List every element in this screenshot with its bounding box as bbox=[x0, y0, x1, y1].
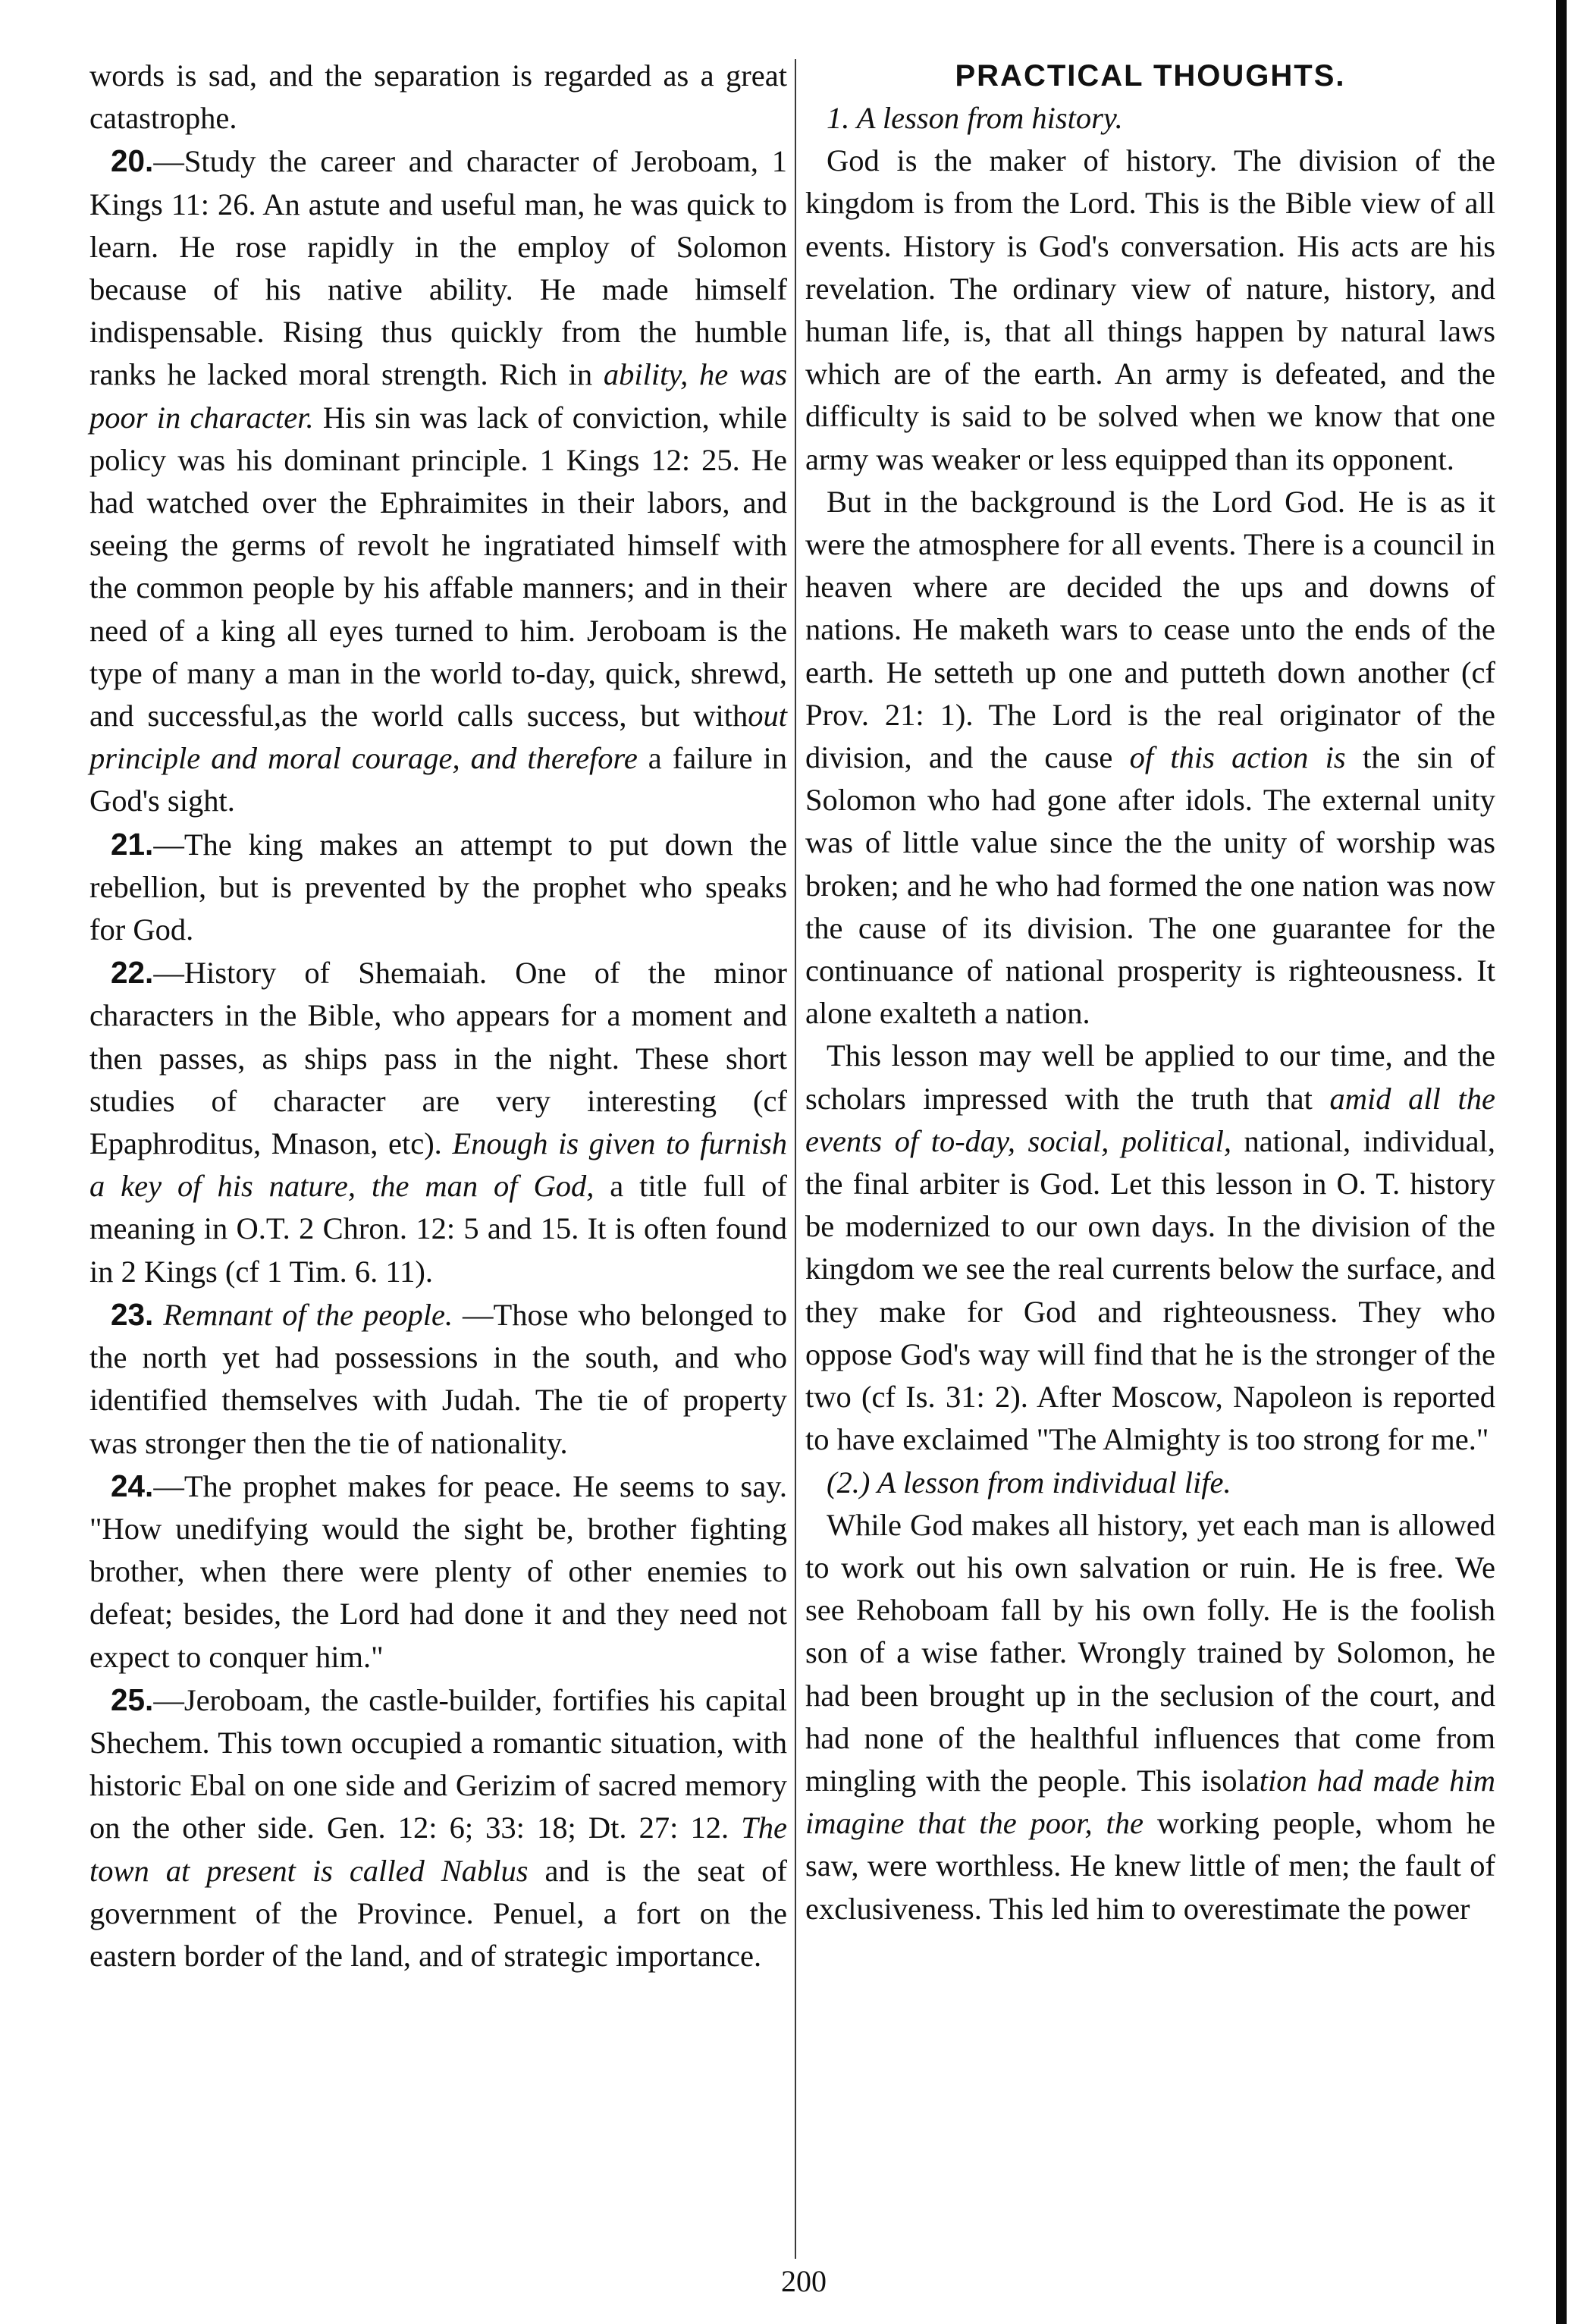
section-heading: PRACTICAL THOUGHTS. bbox=[955, 59, 1346, 93]
note-22 bbox=[89, 951, 787, 1293]
note-text: —Study the career and character of Jeroboam, 1 Kings 11: 26. An astute and useful man, he was quick to learn. He rose rapidly in the employ of Solomon because of his native ability. He made himself indispensable. Rising thus quickly from the humble ranks he lacked moral strength. Rich in bbox=[89, 144, 787, 392]
note-italic: ability, he was poor in character. bbox=[89, 357, 787, 435]
lesson-2-title: (2.) A lesson from individual life. bbox=[827, 1465, 1231, 1500]
note-24 bbox=[89, 1465, 787, 1679]
note-23 bbox=[89, 1293, 787, 1465]
lesson-1-paragraph-1: God is the maker of history. The division of the kingdom is from the Lord. This is the Bible view of all events. History is God's conversation. His acts are his revelation. The ordinary view of nature, history, and human life, is, that all things happen by natural laws which are of the earth. An army is defeated, and the difficulty is said to be solved when we know that one army was weaker or less equipped than its opponent. bbox=[805, 143, 1495, 476]
lesson-1-paragraph-2 bbox=[805, 481, 1495, 1035]
paragraph-text: words is sad, and the separation is regarded as a great catastrophe. bbox=[89, 58, 787, 136]
note-text: —The prophet makes for peace. He seems to say. "How unedifying would the sight be, brother fighting brother, when there were plenty of other enemies to defeat; besides, the Lord had done it and they need not expect to conquer him." bbox=[89, 1468, 787, 1674]
note-italic: Enough is given to furnish a key of his nature, the man of God, bbox=[89, 1126, 787, 1204]
note-text: a failure in God's sight. bbox=[89, 741, 787, 818]
note-number: 23. bbox=[111, 1296, 154, 1332]
note-21 bbox=[89, 823, 787, 952]
note-number: 22. bbox=[111, 955, 154, 991]
note-25 bbox=[89, 1679, 787, 1977]
lesson-1-title: 1. A lesson from history. bbox=[827, 101, 1123, 135]
page-edge-shadow bbox=[1556, 0, 1567, 2324]
paragraph-continued bbox=[89, 55, 787, 140]
note-text: —The king makes an attempt to put down the rebellion, but is prevented by the prophet who speaks for God. bbox=[89, 827, 787, 947]
paragraph-italic: amid all the events of to-day, social, political, bbox=[805, 1081, 1495, 1158]
note-text: —History of Shemaiah. One of the minor characters in the Bible, who appears for a moment and then passes, as ships pass in the night. These short studies of character are very interesting (cf Epaphroditus, Mnason, etc). bbox=[89, 956, 787, 1161]
note-text: —Those who belonged to the north yet had possessions in the south, and who identified themselves with Judah. The tie of property was stronger then the tie of nationality. bbox=[89, 1297, 787, 1460]
note-italic: out principle and moral courage, and therefore bbox=[89, 699, 787, 776]
paragraph-text: national, individual, the final arbiter is God. Let this lesson in O. T. history be modernized to our own days. In the division of the kingdom we see the real currents below the surface, and they make for God and righteousness. They who oppose God's way will find that he is the stronger of the two (cf Is. 31: 2). After Moscow, Napoleon is reported to have exclaimed "The Almighty is too strong for me." bbox=[805, 1123, 1495, 1457]
paragraph-italic: tion had made him imagine that the poor, the bbox=[805, 1763, 1495, 1841]
note-text: and is the seat of government of the Province. Penuel, a fort on the eastern border of the land, and of strategic importance. bbox=[89, 1853, 787, 1973]
note-italic: Remnant of the people. bbox=[153, 1297, 453, 1332]
paragraph-text: While God makes all history, yet each man is allowed to work out his own salvation or ruin. He is free. We see Rehoboam fall by his own folly. He is the foolish son of a wise father. Wrongly trained by Solomon, he had been brought up in the seclusion of the court, and had none of the healthful influences that come from mingling with the people. This isola bbox=[805, 1507, 1495, 1798]
paragraph-text: This lesson may well be applied to our time, and the scholars impressed with the truth that bbox=[805, 1038, 1495, 1116]
paragraph-text: the sin of Solomon who had gone after idols. The external unity was of little value since the the unity of worship was broken; and he who had formed the one nation was now the cause of its division. The one guarantee for the continuance of national prosperity is righteousness. It alone exalteth a nation. bbox=[805, 740, 1495, 1031]
lesson-2-paragraph-1 bbox=[805, 1504, 1495, 1930]
note-italic: The town at present is called Nablus bbox=[89, 1811, 787, 1888]
note-number: 20. bbox=[111, 143, 154, 179]
lesson-1-paragraph-3 bbox=[805, 1035, 1495, 1461]
left-column bbox=[89, 55, 787, 1977]
note-number: 21. bbox=[111, 826, 154, 862]
note-text: His sin was lack of conviction, while policy was his dominant principle. 1 Kings 12: 25. He had watched over the Ephraimites in their labors, and seeing the germs of revolt he ingratiated himself with the common people by his affable manners; and in their need of a king all eyes turned to him. Jeroboam is the type of many a man in the world to-day, quick, shrewd, and successful,as the world calls success, but with bbox=[89, 400, 787, 733]
paragraph-text: But in the background is the Lord God. He is as it were the atmosphere for all events. There is a council in heaven where are decided the ups and downs of nations. He maketh wars to cease unto the ends of the earth. He setteth up one and putteth down another (cf Prov. 21: 1). The Lord is the real originator of the division, and the cause bbox=[805, 484, 1495, 775]
note-text: a title full of meaning in O.T. 2 Chron. 12: 5 and 15. It is often found in 2 Kings (cf 1 Tim. 6. 11). bbox=[89, 1169, 787, 1289]
note-number: 25. bbox=[111, 1682, 154, 1717]
page-number: 200 bbox=[781, 2264, 827, 2298]
right-column bbox=[805, 55, 1495, 1930]
note-20 bbox=[89, 140, 787, 822]
note-number: 24. bbox=[111, 1468, 154, 1503]
column-divider bbox=[795, 59, 796, 2259]
paragraph-text: working people, whom he saw, were worthless. He knew little of men; the fault of exclusiveness. This led him to overestimate the power bbox=[805, 1806, 1495, 1926]
note-text: —Jeroboam, the castle-builder, fortifies his capital Shechem. This town occupied a romantic situation, with historic Ebal on one side and Gerizim of sacred memory on the other side. Gen. 12: 6; 33: 18; Dt. 27: 12. bbox=[89, 1682, 787, 1845]
paragraph-italic: of this action is bbox=[1129, 740, 1346, 775]
